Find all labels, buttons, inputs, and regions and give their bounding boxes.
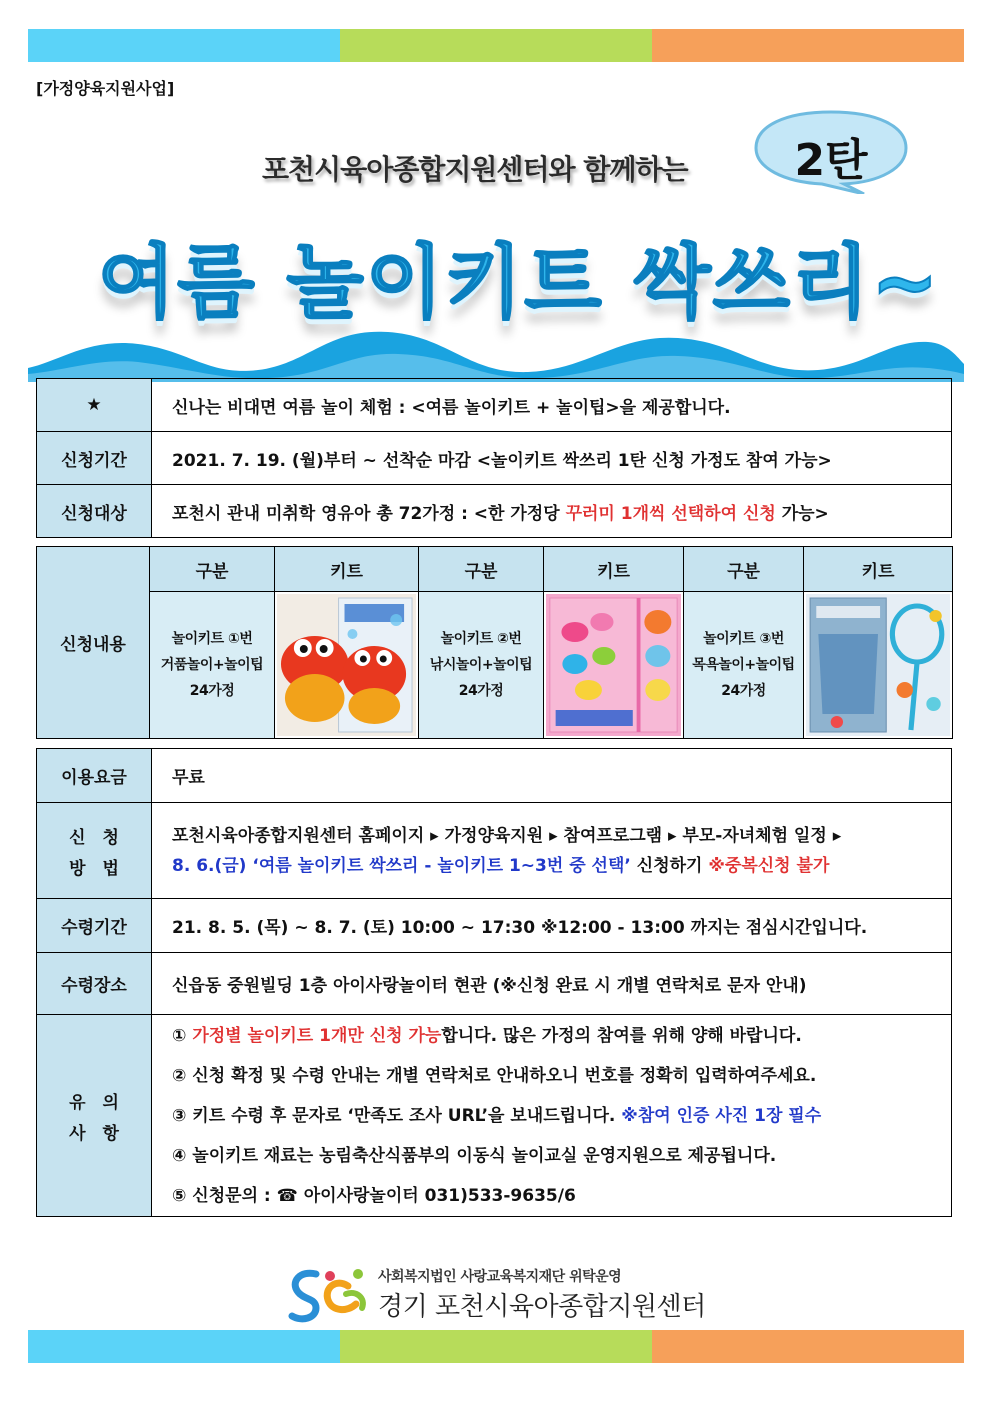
details-table	[36, 748, 952, 1217]
content-label: 신청내용	[37, 547, 150, 739]
target-value: 포천시 관내 미취학 영유아 총 72가정 : <한 가정당 꾸러미 1개씩 선택하여 신청 가능>	[152, 485, 952, 538]
table-row	[37, 432, 952, 485]
method-path: 포천시육아종합지원센터 홈페이지 ▸ 가정양육지원 ▸ 참여프로그램 ▸ 부모-자녀체험 일정 ▸	[172, 825, 842, 846]
center-name: 경기 포천시육아종합지원센터	[378, 1292, 706, 1322]
bottom-color-band	[28, 1330, 964, 1363]
period-value: 2021. 7. 19. (월)부터 ~ 선착순 마감 <놀이키트 싹쓰리 1탄 신청 가정도 참여 가능>	[152, 432, 952, 485]
table-row	[37, 953, 952, 1015]
header-category: 구분	[150, 547, 275, 592]
crab-bath-toy-photo	[277, 594, 416, 736]
bath-net-toy-photo	[806, 594, 950, 736]
fishing-toy-photo	[546, 594, 681, 736]
note-item: ⑤ 신청문의 : ☎ 아이사랑놀이터 031)533-9635/6	[172, 1185, 576, 1206]
kit-desc: 낚시놀이+놀이팁	[429, 657, 533, 673]
pickup-place-label: 수령장소	[37, 953, 152, 1015]
header-kit: 키트	[544, 547, 684, 592]
fee-label: 이용요금	[37, 749, 152, 803]
table-row	[37, 485, 952, 538]
kit-name: 놀이키트 ②번	[440, 631, 522, 647]
note-item: ③ 키트 수령 후 문자로 ‘만족도 조사 URL’을 보내드립니다. ※참여 인증 사진 1장 필수	[172, 1105, 822, 1126]
pickup-period-label: 수령기간	[37, 899, 152, 953]
table-row	[37, 547, 953, 592]
summary-table	[36, 378, 952, 538]
table-row	[37, 592, 953, 739]
period-label: 신청기간	[37, 432, 152, 485]
header-category: 구분	[684, 547, 804, 592]
kit-desc: 목욕놀이+놀이팁	[692, 657, 795, 673]
note-item: ② 신청 확정 및 수령 안내는 개별 연락처로 안내하오니 번호를 정확히 입력하여주세요.	[172, 1065, 817, 1086]
program-label: [가정양육지원사업]	[36, 79, 175, 98]
operator-text: 사회복지법인 사랑교육복지재단 위탁운영	[378, 1269, 622, 1285]
table-row	[37, 899, 952, 953]
main-title: 여름 놀이키트 싹쓰리~	[98, 236, 941, 329]
top-color-band	[28, 29, 964, 62]
table-row	[37, 379, 952, 432]
pickup-place-value: 신읍동 중원빌딩 1층 아이사랑놀이터 현관 (※신청 완료 시 개별 연락처로 문자 안내)	[152, 953, 952, 1015]
pickup-period-value: 21. 8. 5. (목) ~ 8. 7. (토) 10:00 ~ 17:30 ※12:00 - 13:00 까지는 점심시간입니다.	[152, 899, 952, 953]
intro-text: 신나는 비대면 여름 놀이 체험 : <여름 놀이키트 + 놀이팁>을 제공합니다.	[152, 379, 952, 432]
method-detail: 8. 6.(금) ‘여름 놀이키트 싹쓰리 - 놀이키트 1~3번 중 선택’ 신청하기 ※중복신청 불가	[172, 855, 830, 876]
center-logo-icon	[286, 1264, 372, 1324]
kit-name: 놀이키트 ①번	[171, 631, 253, 647]
note-item: ① 가정별 놀이키트 1개만 신청 가능합니다. 많은 가정의 참여를 위해 양해 바랍니다.	[172, 1025, 802, 1046]
kit-2-info	[419, 592, 544, 739]
kit-1-photo	[275, 592, 419, 739]
kit-desc: 거품놀이+놀이팁	[160, 657, 264, 673]
kit-3-info	[684, 592, 804, 739]
poster-subtitle: 포천시육아종합지원센터와 함께하는	[262, 153, 688, 186]
kit-count: 24가정	[189, 683, 235, 699]
note-item: ④ 놀이키트 재료는 농림축산식품부의 이동식 놀이교실 운영지원으로 제공됩니다.	[172, 1145, 777, 1166]
kit-1-info	[150, 592, 275, 739]
table-row	[37, 1015, 952, 1217]
kit-count: 24가정	[721, 683, 766, 699]
kit-3-photo	[804, 592, 953, 739]
edition-badge: 2탄	[794, 135, 868, 186]
kit-name: 놀이키트 ③번	[703, 631, 784, 647]
target-label: 신청대상	[37, 485, 152, 538]
header-kit: 키트	[804, 547, 953, 592]
table-row	[37, 803, 952, 899]
kit-2-photo	[544, 592, 684, 739]
wave-decoration	[28, 318, 964, 382]
header-category: 구분	[419, 547, 544, 592]
method-label: 신 청 방 법	[37, 803, 152, 899]
kit-content-table	[36, 546, 953, 739]
header-kit: 키트	[275, 547, 419, 592]
fee-value: 무료	[152, 749, 952, 803]
star-label: ★	[37, 379, 152, 432]
table-row	[37, 749, 952, 803]
phone-icon: ☎	[276, 1185, 298, 1206]
notes-label: 유 의 사 항	[37, 1015, 152, 1217]
notes-list	[152, 1015, 952, 1217]
kit-count: 24가정	[458, 683, 504, 699]
method-value	[152, 803, 952, 899]
